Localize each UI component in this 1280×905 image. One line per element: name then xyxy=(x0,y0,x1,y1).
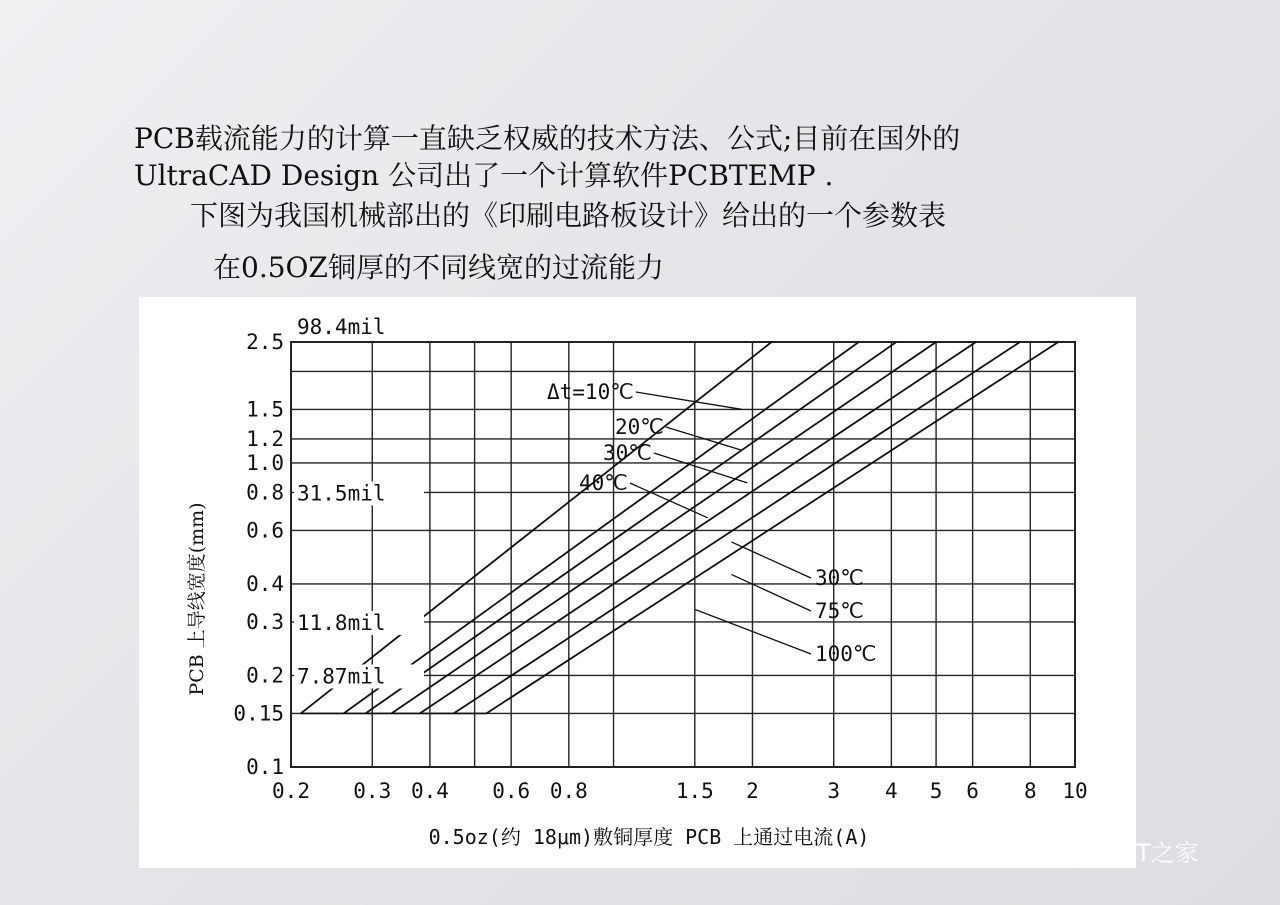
y-tick-label: 2.5 xyxy=(246,330,284,354)
series-annotation: 100℃ xyxy=(815,642,877,666)
y-tick-label: 0.4 xyxy=(246,571,284,596)
series-annotation: 30℃ xyxy=(603,441,652,465)
series-line xyxy=(454,342,1020,713)
x-tick-label: 1.5 xyxy=(675,779,714,803)
x-tick-label: 2 xyxy=(746,779,759,803)
mil-label: 31.5mil xyxy=(297,481,386,506)
x-tick-label: 0.3 xyxy=(353,779,392,803)
series-lines xyxy=(301,342,1059,713)
plot-frame xyxy=(291,342,1075,767)
y-tick-label: 1.5 xyxy=(246,397,284,422)
watermark xyxy=(1058,834,1199,866)
intro-text-line-1: PCB载流能力的计算一直缺乏权威的技术方法、公式;目前在国外的 xyxy=(134,122,961,155)
y-tick-label: 0.8 xyxy=(246,480,284,505)
mil-label: 11.8mil xyxy=(297,610,386,635)
series-annotation: 75℃ xyxy=(815,599,864,623)
x-tick-label: 6 xyxy=(966,779,979,803)
series-line xyxy=(420,342,976,713)
grid xyxy=(291,342,1075,767)
intro-text-line-3: 下图为我国机械部出的《印刷电路板设计》给出的一个参数表 xyxy=(190,199,947,232)
annotation-leader xyxy=(731,542,811,578)
x-tick-label: 0.4 xyxy=(410,779,449,803)
x-tick-label: 8 xyxy=(1023,779,1037,803)
annotation-leader xyxy=(630,483,708,518)
x-tick-label: 3 xyxy=(827,779,841,803)
intro-text-line-2: UltraCAD Design 公司出了一个计算软件PCBTEMP . xyxy=(134,159,834,192)
series-annotation: 40℃ xyxy=(579,471,628,495)
x-tick-label: 0.8 xyxy=(549,779,588,803)
series-annotation: Δt=10℃ xyxy=(547,380,634,404)
mil-label: 98.4mil xyxy=(297,315,386,339)
x-axis-title: 0.5oz(约 18μm)敷铜厚度 PCB 上通过电流(A) xyxy=(428,825,870,849)
tick-labels xyxy=(233,330,1087,803)
mil-label: 7.87mil xyxy=(297,664,386,689)
y-tick-label: 0.2 xyxy=(246,663,284,688)
y-tick-label: 1.0 xyxy=(246,450,284,475)
chart-caption: 在0.5OZ铜厚的不同线宽的过流能力 xyxy=(213,251,664,284)
y-axis-title: PCB 上导线宽度(mm) xyxy=(186,502,208,696)
wechat-icon xyxy=(1058,836,1094,864)
series-annotation: 30℃ xyxy=(815,566,864,590)
chart-panel xyxy=(139,297,1136,868)
y-tick-label: 0.6 xyxy=(246,518,284,543)
x-tick-label: 0.2 xyxy=(272,779,310,803)
watermark-text: SMT之家 xyxy=(1100,838,1199,867)
y-tick-label: 0.3 xyxy=(246,609,284,634)
x-tick-label: 0.6 xyxy=(492,779,531,803)
current-capacity-chart xyxy=(139,297,1136,868)
series-annotation: 20℃ xyxy=(615,415,664,439)
x-tick-label: 4 xyxy=(885,779,898,803)
y-tick-label: 0.15 xyxy=(233,701,284,726)
y-tick-label: 0.1 xyxy=(246,755,284,779)
y-tick-label: 1.2 xyxy=(246,426,284,451)
annotation-leader xyxy=(731,574,811,611)
x-tick-label: 5 xyxy=(929,779,943,803)
x-tick-label: 10 xyxy=(1062,779,1088,803)
series-line xyxy=(301,342,772,713)
